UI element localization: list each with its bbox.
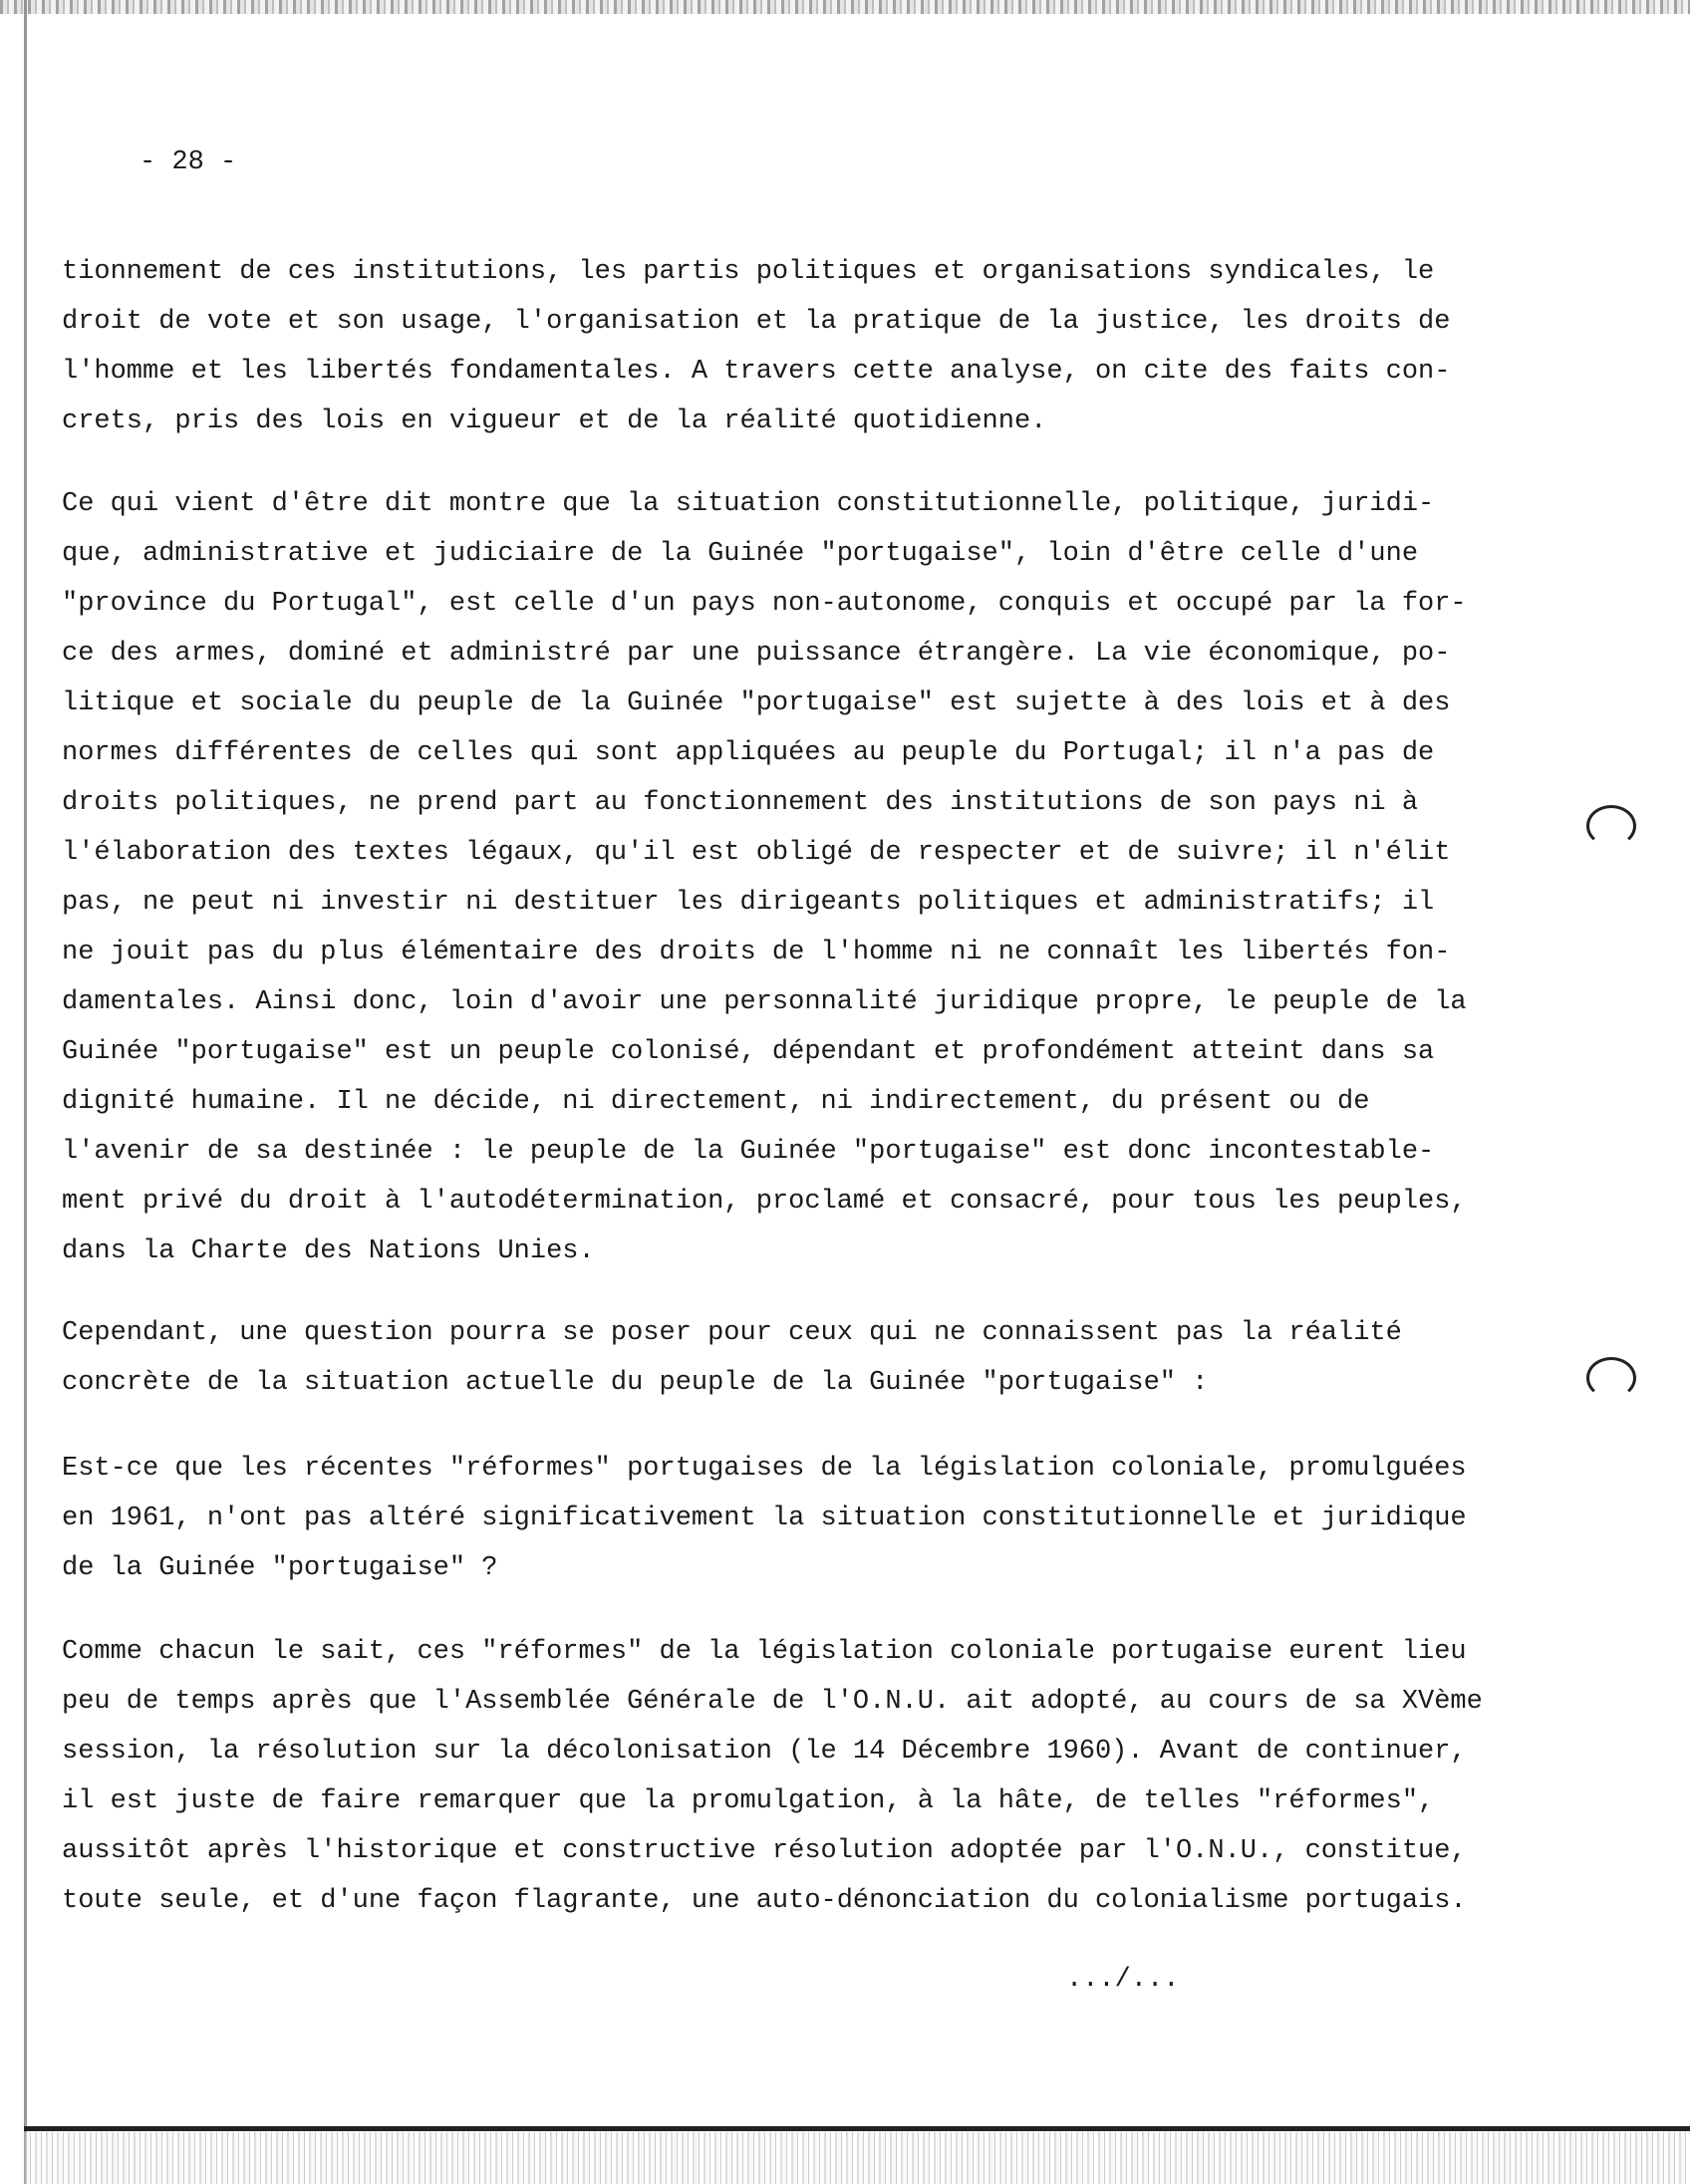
text-line: Ce qui vient d'être dit montre que la situation constitutionnelle, politique, juridi- <box>62 489 1435 519</box>
text-line: dignité humaine. Il ne décide, ni directement, ni indirectement, du présent ou de <box>62 1087 1370 1117</box>
scan-top-edge <box>0 0 1690 14</box>
paragraph-3 <box>62 1308 1437 1408</box>
text-line: l'avenir de sa destinée : le peuple de la Guinée "portugaise" est donc incontestable- <box>62 1137 1435 1167</box>
text-line: l'élaboration des textes légaux, qu'il est obligé de respecter et de suivre; il n'élit <box>62 838 1451 868</box>
text-line: crets, pris des lois en vigueur et de la réalité quotidienne. <box>62 407 1047 436</box>
paragraph-5 <box>62 1627 1483 1926</box>
text-line: ce des armes, dominé et administré par une puissance étrangère. La vie économique, po- <box>62 639 1451 669</box>
text-line: session, la résolution sur la décolonisation (le 14 Décembre 1960). Avant de continuer, <box>62 1737 1467 1767</box>
text-line: normes différentes de celles qui sont appliquées au peuple du Portugal; il n'a pas de <box>62 738 1435 768</box>
text-line: Comme chacun le sait, ces "réformes" de la législation coloniale portugaise eurent lieu <box>62 1637 1467 1667</box>
text-line: Cependant, une question pourra se poser pour ceux qui ne connaissent pas la réalité <box>62 1318 1402 1348</box>
text-line: ment privé du droit à l'autodétermination, proclamé et consacré, pour tous les peuples, <box>62 1187 1467 1217</box>
text-line: en 1961, n'ont pas altéré significativement la situation constitutionnelle et juridique <box>62 1503 1467 1533</box>
text-line: que, administrative et judiciaire de la Guinée "portugaise", loin d'être celle d'une <box>62 539 1419 569</box>
scan-bottom-rule <box>24 2126 1690 2131</box>
text-line: concrète de la situation actuelle du peuple de la Guinée "portugaise" : <box>62 1368 1209 1398</box>
text-line: pas, ne peut ni investir ni destituer les dirigeants politiques et administratifs; il <box>62 888 1435 918</box>
paragraph-1 <box>62 247 1451 446</box>
text-line: dans la Charte des Nations Unies. <box>62 1236 595 1266</box>
text-line: Est-ce que les récentes "réformes" portugaises de la législation coloniale, promulguées <box>62 1454 1467 1484</box>
paragraph-4 <box>62 1444 1467 1593</box>
text-line: "province du Portugal", est celle d'un pays non-autonome, conquis et occupé par la for- <box>62 589 1467 619</box>
page-number: - 28 - <box>140 147 237 177</box>
text-line: l'homme et les libertés fondamentales. A travers cette analyse, on cite des faits con- <box>62 357 1451 387</box>
scan-left-edge <box>24 0 27 2184</box>
text-line: peu de temps après que l'Assemblée Générale de l'O.N.U. ait adopté, au cours de sa XVème <box>62 1687 1483 1717</box>
text-line: il est juste de faire remarquer que la promulgation, à la hâte, de telles "réformes", <box>62 1786 1435 1816</box>
punch-hole-mark <box>1586 1357 1636 1399</box>
continuation-mark: .../... <box>1066 1965 1180 1995</box>
text-line: toute seule, et d'une façon flagrante, une auto-dénonciation du colonialisme portugais. <box>62 1886 1467 1916</box>
punch-hole-mark <box>1586 805 1636 847</box>
text-line: damentales. Ainsi donc, loin d'avoir une personnalité juridique propre, le peuple de la <box>62 987 1467 1017</box>
paragraph-2 <box>62 479 1467 1276</box>
text-line: ne jouit pas du plus élémentaire des droits de l'homme ni ne connaît les libertés fon- <box>62 938 1451 967</box>
text-line: Guinée "portugaise" est un peuple colonisé, dépendant et profondément atteint dans sa <box>62 1037 1435 1067</box>
text-line: droit de vote et son usage, l'organisation et la pratique de la justice, les droits de <box>62 307 1451 337</box>
text-line: de la Guinée "portugaise" ? <box>62 1553 498 1583</box>
text-line: droits politiques, ne prend part au fonctionnement des institutions de son pays ni à <box>62 788 1419 818</box>
scan-bottom-edge <box>24 2132 1690 2184</box>
text-line: tionnement de ces institutions, les partis politiques et organisations syndicales, le <box>62 257 1435 287</box>
text-line: aussitôt après l'historique et constructive résolution adoptée par l'O.N.U., constitue, <box>62 1836 1467 1866</box>
text-line: litique et sociale du peuple de la Guinée "portugaise" est sujette à des lois et à des <box>62 688 1451 718</box>
